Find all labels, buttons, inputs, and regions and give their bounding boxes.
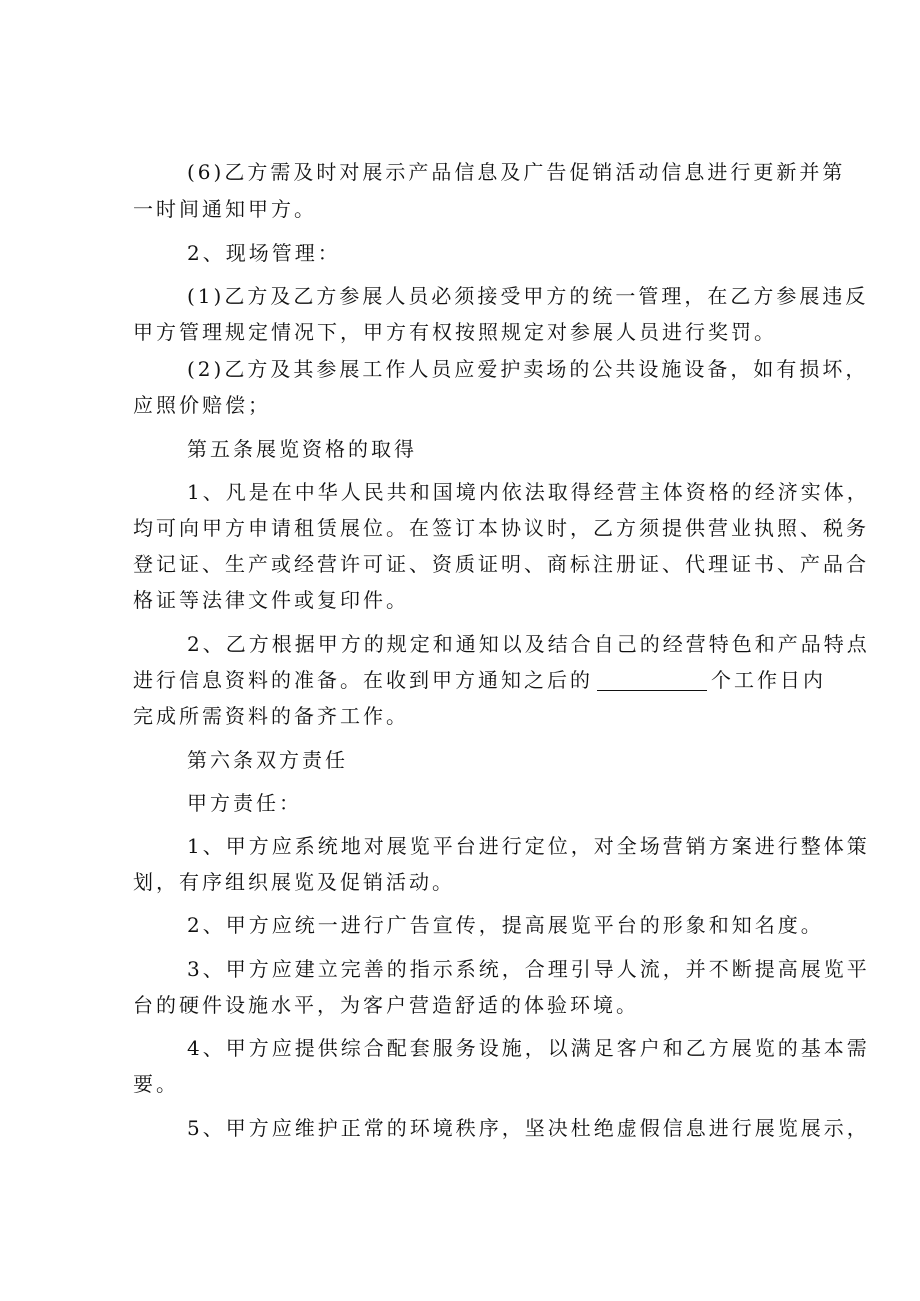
paragraph-line: 一时间通知甲方。: [133, 197, 317, 221]
paragraph-line: (6)乙方需及时对展示产品信息及广告促销活动信息进行更新并第: [187, 160, 846, 184]
paragraph-line: (2)乙方及其参展工作人员应爱护卖场的公共设施设备，如有损坏，: [187, 357, 869, 381]
paragraph-line: 2、乙方根据甲方的规定和通知以及结合自己的经营特色和产品特点: [187, 632, 870, 656]
paragraph-line: 甲方管理规定情况下，甲方有权按照规定对参展人员进行奖罚。: [133, 320, 777, 344]
paragraph-line: 登记证、生产或经营许可证、资质证明、商标注册证、代理证书、产品合: [133, 552, 869, 576]
paragraph-line: 4、甲方应提供综合配套服务设施，以满足客户和乙方展览的基本需: [187, 1036, 870, 1060]
paragraph-line: 格证等法律文件或复印件。: [133, 588, 409, 612]
paragraph-line: 均可向甲方申请租赁展位。在签订本协议时，乙方须提供营业执照、税务: [133, 516, 869, 540]
text-before-blank: 进行信息资料的准备。在收到甲方通知之后的: [133, 668, 593, 692]
section-heading: 甲方责任：: [187, 791, 302, 815]
paragraph-line: 1、凡是在中华人民共和国境内依法取得经营主体资格的经济实体，: [187, 480, 870, 504]
article-heading: 第五条展览资格的取得: [187, 437, 417, 461]
paragraph-line: 2、甲方应统一进行广告宣传，提高展览平台的形象和知名度。: [187, 913, 824, 937]
paragraph-line: 要。: [133, 1072, 179, 1096]
paragraph-line: (1)乙方及乙方参展人员必须接受甲方的统一管理，在乙方参展违反: [187, 284, 869, 308]
article-heading: 第六条双方责任: [187, 748, 348, 772]
paragraph-line: 台的硬件设施水平，为客户营造舒适的体验环境。: [133, 993, 639, 1017]
paragraph-line: 5、甲方应维护正常的环境秩序，坚决杜绝虚假信息进行展览展示，: [187, 1116, 870, 1140]
text-after-blank: 个工作日内: [711, 668, 826, 692]
fill-in-blank: [597, 672, 707, 691]
paragraph-line: 3、甲方应建立完善的指示系统，合理引导人流，并不断提高展览平: [187, 957, 870, 981]
paragraph-line-with-blank: [133, 666, 826, 694]
paragraph-line: 完成所需资料的备齐工作。: [133, 704, 409, 728]
paragraph-line: 划，有序组织展览及促销活动。: [133, 870, 455, 894]
paragraph-line: 1、甲方应系统地对展览平台进行定位，对全场营销方案进行整体策: [187, 834, 870, 858]
paragraph-line: 应照价赔偿；: [133, 393, 271, 417]
section-heading: 2、现场管理：: [187, 241, 341, 265]
